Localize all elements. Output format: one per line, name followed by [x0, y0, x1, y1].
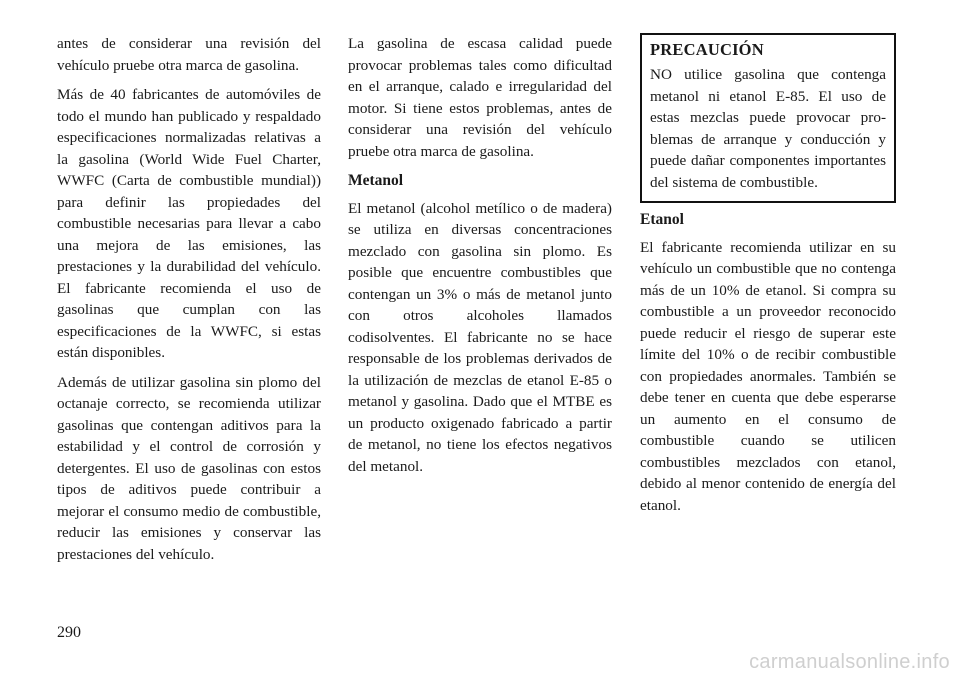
- caution-text: NO utilice gasolina que contenga metanol ni etanol E-85. El uso de estas mezclas puede provocar problemas de arranque y conducción y puede dañar componentes importantes del sistema de combustible.: [650, 66, 886, 191]
- paragraph-wwfc: Más de 40 fabricantes de automóviles de todo el mundo han publicado y respaldado especificaciones normalizadas relativas a la gasolina (World Wide Fuel Charter, WWFC (Carta de combustible mundial)) para definir las propiedades del combustible necesarias para llevar a cabo una mejora de las emisiones, las prestaciones y la durabilidad del vehículo. El fabricante recomienda el uso de gasolinas que cumplan con las especificaciones de la WWFC, si estas están disponibles.: [57, 86, 321, 361]
- page-number: 290: [57, 624, 81, 641]
- caution-box: [640, 33, 896, 203]
- paragraph-ethanol: El fabricante recomienda utilizar en su vehículo un combustible que no contenga más de un 10% de etanol. Si compra su combustible a un proveedor reconocido puede reducir el riesgo de superar este límite del 10% o de recibir combustible con propiedades anormales. También se debe tener en cuenta que debe esperarse un aumento en el consumo de combustible cuando se utilicen combustibles mezclados con etanol, debido al menor contenido de energía del etanol.: [640, 238, 896, 514]
- paragraph-gasoline-brand: antes de considerar una revisión del vehículo pruebe otra marca de gasolina.: [57, 35, 321, 74]
- heading-methanol: Metanol: [348, 172, 404, 189]
- watermark: carmanualsonline.info: [749, 651, 950, 673]
- column-middle: [348, 33, 612, 485]
- caution-title: PRECAUCIÓN: [650, 40, 764, 59]
- column-left: [57, 33, 321, 573]
- paragraph-low-quality-gasoline: La gasolina de escasa calidad puede provocar problemas tales como dificultad en el arranque, calado e irregularidad del motor. Si tiene estos problemas, antes de considerar una revisión del vehículo pruebe otra marca de gasolina.: [348, 35, 612, 160]
- column-right: [640, 33, 896, 524]
- paragraph-additives: Además de utilizar gasolina sin plomo del octanaje correcto, se recomienda utilizar gasolinas que contengan aditivos para la estabilidad y el control de corrosión y detergentes. El uso de gasolinas con estos tipos de aditivos puede contribuir a mejorar el consumo medio de combustible, reducir las emisiones y conservar las prestaciones del vehículo.: [57, 373, 321, 563]
- heading-ethanol: Etanol: [640, 211, 684, 228]
- paragraph-methanol: El metanol (alcohol metílico o de madera) se utiliza en diversas concentraciones mezclado con gasolina sin plomo. Es posible que encuentre combustibles que contengan un 3% o más de metanol junto con otros alcoholes llamados codisolventes. El fabricante no se hace responsable de los problemas derivados de la utilización de mezclas de etanol E-85 o metanol y gasolina. Dado que el MTBE es un producto oxigenado fabricado a partir de metanol, no tiene los efectos negativos del metanol.: [348, 199, 612, 475]
